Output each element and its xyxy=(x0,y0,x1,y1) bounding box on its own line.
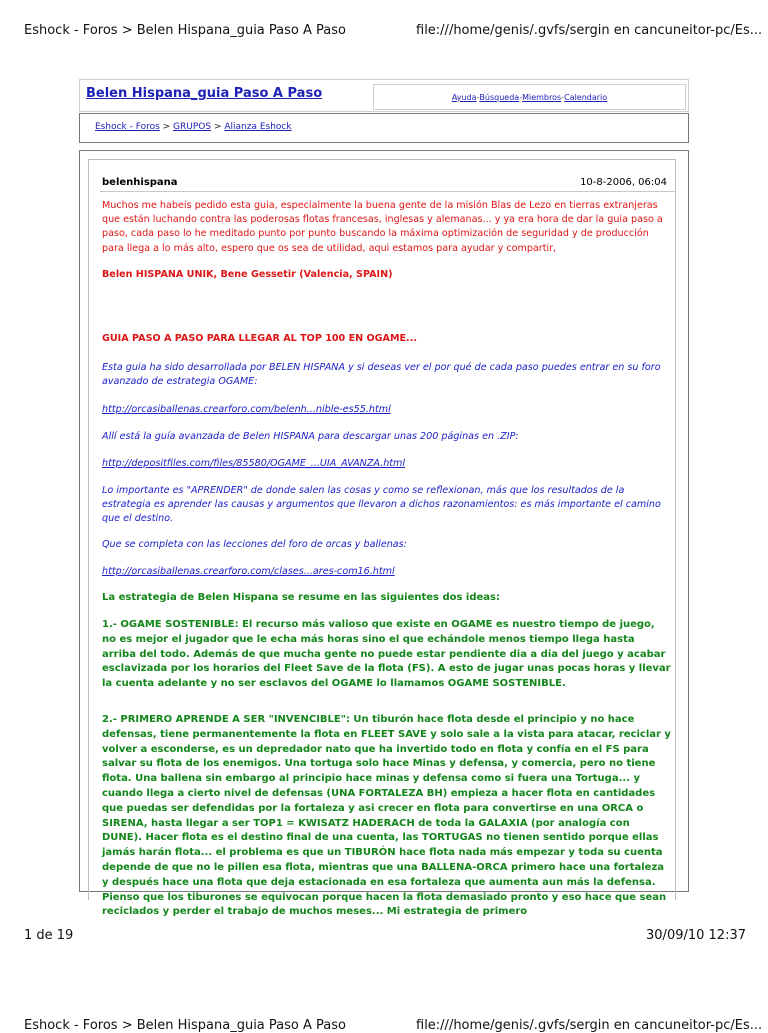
breadcrumb-group-link[interactable]: GRUPOS xyxy=(173,122,212,132)
guide-heading: GUIA PASO A PASO PARA LLEGAR AL TOP 100 EN OGAME... xyxy=(102,333,417,344)
post-date: 10-8-2006, 06:04 xyxy=(580,177,667,188)
nav-ayuda-link[interactable]: Ayuda xyxy=(451,92,477,102)
next-page-header-title: Eshock - Foros > Belen Hispana_guia Paso A Paso xyxy=(24,1018,346,1033)
forum-link-2[interactable]: http://orcasiballenas.crearforo.com/clases...ares-com16.html xyxy=(102,566,395,577)
nav-separator: - xyxy=(476,92,480,102)
guide-description: Esta guia ha sido desarrollada por BELEN HISPANA y si deseas ver el por qué de cada paso puedes entrar en su foro avanzado de estrategia OGAME: xyxy=(102,362,661,388)
breadcrumb-bar xyxy=(79,113,689,143)
breadcrumb-current-link[interactable]: Alianza Eshock xyxy=(224,122,292,132)
print-header-title: Eshock - Foros > Belen Hispana_guia Paso A Paso xyxy=(24,23,346,38)
breadcrumb-separator: > xyxy=(211,122,225,132)
nav-calendario-link[interactable]: Calendario xyxy=(564,92,608,102)
next-page-header-url: file:///home/genis/.gvfs/sergin en cancuneitor-pc/Es... xyxy=(416,1018,763,1033)
print-header-url: file:///home/genis/.gvfs/sergin en cancuneitor-pc/Es... xyxy=(416,23,763,38)
breadcrumb-root-link[interactable]: Eshock - Foros xyxy=(95,122,160,132)
breadcrumb xyxy=(95,122,292,132)
download-link[interactable]: http://depositfiles.com/files/85580/OGAME_...UIA_AVANZA.html xyxy=(102,458,406,469)
title-bar xyxy=(79,79,689,112)
strategy-intro: La estrategia de Belen Hispana se resume en las siguientes dos ideas: xyxy=(102,592,501,603)
nav-separator: - xyxy=(561,92,565,102)
post-author: belenhispana xyxy=(102,177,178,188)
post-intro-text: Muchos me habeis pedido esta guia, especialmente la buena gente de la misión Blas de Lezo en tierras extranjeras que están luchando contra las poderosas flotas francesas, inglesas y alemanas... y ya era hora de dar la guia paso a paso, cada paso lo he meditado punto por punto buscando la máxima optimización de seguridad y de producción para llega a lo más alto, espero que os sea de utilidad, aqui estamos para ayudar y compartir, xyxy=(102,200,663,254)
breadcrumb-separator: > xyxy=(159,122,174,132)
nav-separator: - xyxy=(519,92,523,102)
post-body xyxy=(88,159,676,918)
lessons-description: Que se completa con las lecciones del foro de orcas y ballenas: xyxy=(102,539,407,550)
print-footer-page: 1 de 19 xyxy=(24,928,74,943)
post-signature: Belen HISPANA UNIK, Bene Gessetir (Valencia, SPAIN) xyxy=(102,269,393,280)
print-footer-datetime: 30/09/10 12:37 xyxy=(646,928,746,943)
forum-link-1[interactable]: http://orcasiballenas.crearforo.com/belenh...nible-es55.html xyxy=(102,404,391,415)
nav-miembros-link[interactable]: Miembros xyxy=(522,92,562,102)
strategy-point-1: 1.- OGAME SOSTENIBLE: El recurso más valioso que existe en OGAME es nuestro tiempo de juego, no es mejor el jugador que le echa más horas sino el que echándole menos tiempo llega hasta arriba del todo. Además de que mucha gente no puede estar pendiente dia a dia del juego y acabar esclavizada por los horarios del Fleet Save de la flota (FS). A esto de jugar unas pocas horas y llevar la cuenta adelante y no ser esclavos del OGAME lo llamamos OGAME SOSTENIBLE. xyxy=(102,619,671,690)
learning-paragraph: Lo importante es "APRENDER" de donde salen las cosas y como se reflexionan, más que los resultados de la estrategia es aprender las causas y argumentos que llevaron a dichos razonamientos: es más importante el camino que el destino. xyxy=(102,485,661,525)
post-divider xyxy=(100,191,675,192)
page-title-link[interactable]: Belen Hispana_guia Paso A Paso xyxy=(86,86,323,101)
strategy-point-2: 2.- PRIMERO APRENDE A SER "INVENCIBLE": Un tiburón hace flota desde el principio y no hace defensas, tiene permanentemente la flota en FLEET SAVE y solo sale a la vista para atacar, reciclar y volver a esconderse, es un depredador nato que ha invertido todo en flota y confía en el FS para salvar su flota de los enemigos. Una tortuga solo hace Minas y defensa, y comercia, pero no tiene flota. Una ballena sin embargo al principio hace minas y defensa como si fuera una Tortuga... y cuando llega a cierto nivel de defensas (UNA FORTALEZA BH) empieza a hacer flota en cantidades que puedas ser defendidas por la fortaleza y asi crecer en flota para convertirse en una ORCA o SIRENA, hasta llegar a ser TOP1 = KWISATZ HADERACH de toda la GALAXIA (por analogía con DUNE). Hacer flota es el destino final de una cuenta, las TORTUGAS no tienen sentido porque ellas jamás harán flota... el problema es que un TIBURÓN hace flota nada más empezar y toda su cuenta depende de que no le pillen esa flota, mientras que una BALLENA-ORCA primero hace una fortaleza y después hace una flota que deja estacionada en esa fortaleza que aumenta aun más la defensa. Pienso que los tiburones se equivocan porque hacen la flota demasiado pronto y eso hace que sean reciclados y perder el trabajo de muchos meses... Mi estrategia de primero xyxy=(102,714,671,918)
download-description: Allí está la guía avanzada de Belen HISPANA para descargar unas 200 páginas en .ZIP: xyxy=(102,431,519,442)
forum-nav xyxy=(373,84,686,110)
post-container xyxy=(79,150,689,918)
nav-busqueda-link[interactable]: Búsqueda xyxy=(479,92,520,102)
